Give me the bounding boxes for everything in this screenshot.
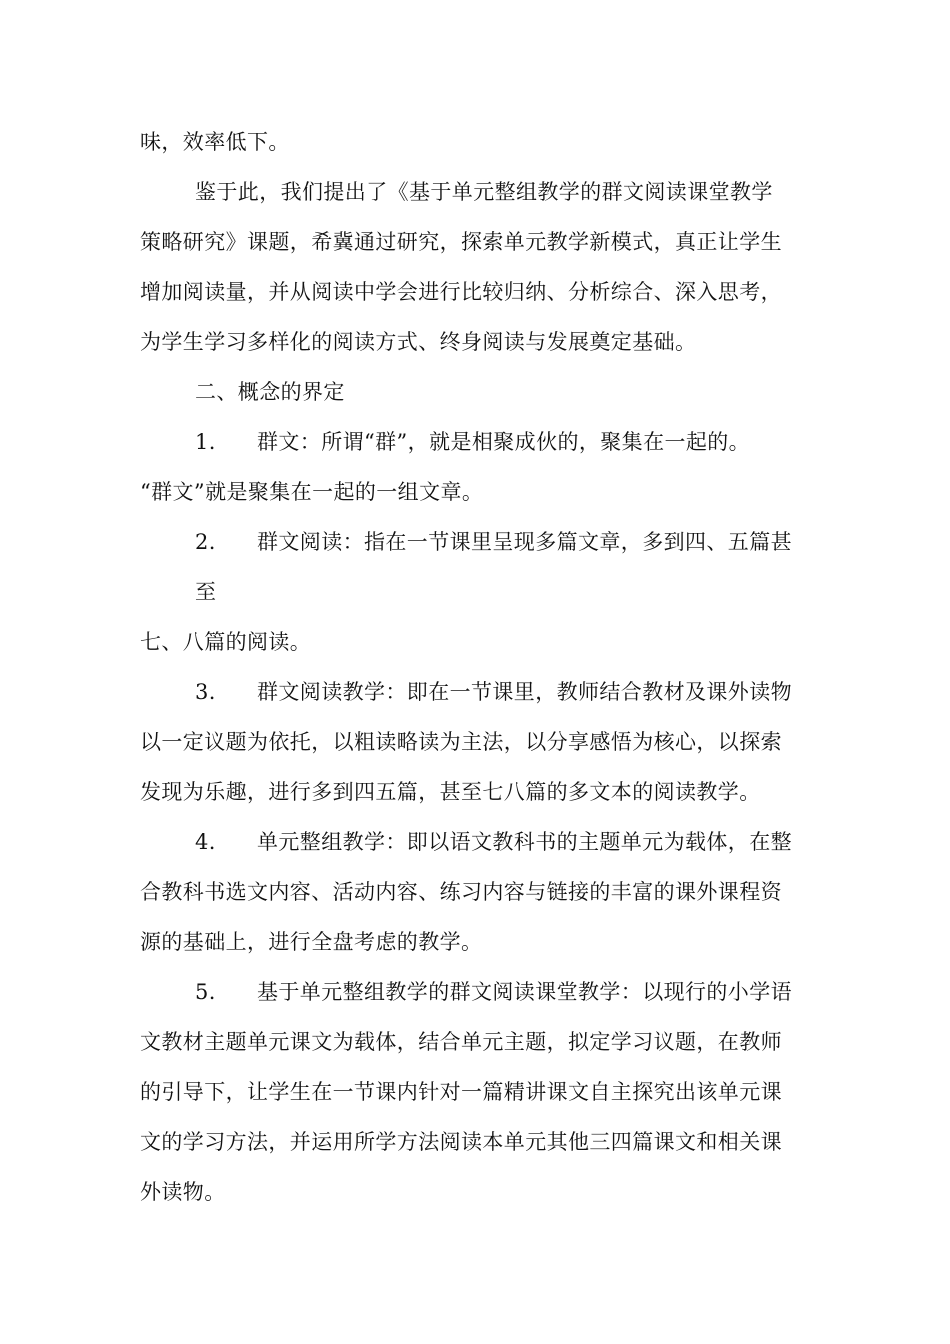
text-line: 味，效率低下。 bbox=[140, 130, 290, 154]
text-line: 源的基础上，进行全盘考虑的教学。 bbox=[140, 930, 483, 954]
text-line: 文的学习方法，并运用所学方法阅读本单元其他三四篇课文和相关课 bbox=[140, 1130, 782, 1154]
item-number: 3. bbox=[195, 680, 216, 704]
paragraph-start: 鉴于此，我们提出了《基于单元整组教学的群文阅读课堂教学 bbox=[195, 180, 773, 204]
item-number: 1. bbox=[195, 430, 216, 454]
definition-item-4 bbox=[195, 828, 792, 856]
text-line: 为学生学习多样化的阅读方式、终身阅读与发展奠定基础。 bbox=[140, 330, 697, 354]
definition-item-2 bbox=[195, 528, 792, 556]
text-line: 增加阅读量，并从阅读中学会进行比较归纳、分析综合、深入思考， bbox=[140, 280, 782, 304]
item-number: 4. bbox=[195, 830, 216, 854]
item-number: 5. bbox=[195, 980, 216, 1004]
text-line: 至 bbox=[195, 580, 217, 604]
definition-item-5 bbox=[195, 978, 792, 1006]
section-heading: 二、概念的界定 bbox=[195, 380, 345, 404]
item-number: 2. bbox=[195, 530, 216, 554]
text-line: 七、八篇的阅读。 bbox=[140, 630, 312, 654]
item-text: 基于单元整组教学的群文阅读课堂教学：以现行的小学语 bbox=[257, 980, 792, 1004]
text-line: “群文”就是聚集在一起的一组文章。 bbox=[140, 480, 484, 504]
definition-item-3 bbox=[195, 678, 792, 706]
text-line: 合教科书选文内容、活动内容、练习内容与链接的丰富的课外课程资 bbox=[140, 880, 782, 904]
text-line: 发现为乐趣，进行多到四五篇，甚至七八篇的多文本的阅读教学。 bbox=[140, 780, 761, 804]
item-text: 群文阅读：指在一节课里呈现多篇文章，多到四、五篇甚 bbox=[257, 530, 792, 554]
text-line: 外读物。 bbox=[140, 1180, 226, 1204]
item-text: 群文阅读教学：即在一节课里，教师结合教材及课外读物 bbox=[257, 680, 792, 704]
item-text: 群文：所谓“群”，就是相聚成伙的，聚集在一起的。 bbox=[257, 430, 751, 454]
text-line: 的引导下，让学生在一节课内针对一篇精讲课文自主探究出该单元课 bbox=[140, 1080, 782, 1104]
text-line: 以一定议题为依托，以粗读略读为主法，以分享感悟为核心，以探索 bbox=[140, 730, 782, 754]
text-line: 策略研究》课题，希冀通过研究，探索单元教学新模式，真正让学生 bbox=[140, 230, 782, 254]
text-line: 文教材主题单元课文为载体，结合单元主题，拟定学习议题，在教师 bbox=[140, 1030, 782, 1054]
item-text: 单元整组教学：即以语文教科书的主题单元为载体，在整 bbox=[257, 830, 792, 854]
definition-item-1 bbox=[195, 428, 750, 456]
